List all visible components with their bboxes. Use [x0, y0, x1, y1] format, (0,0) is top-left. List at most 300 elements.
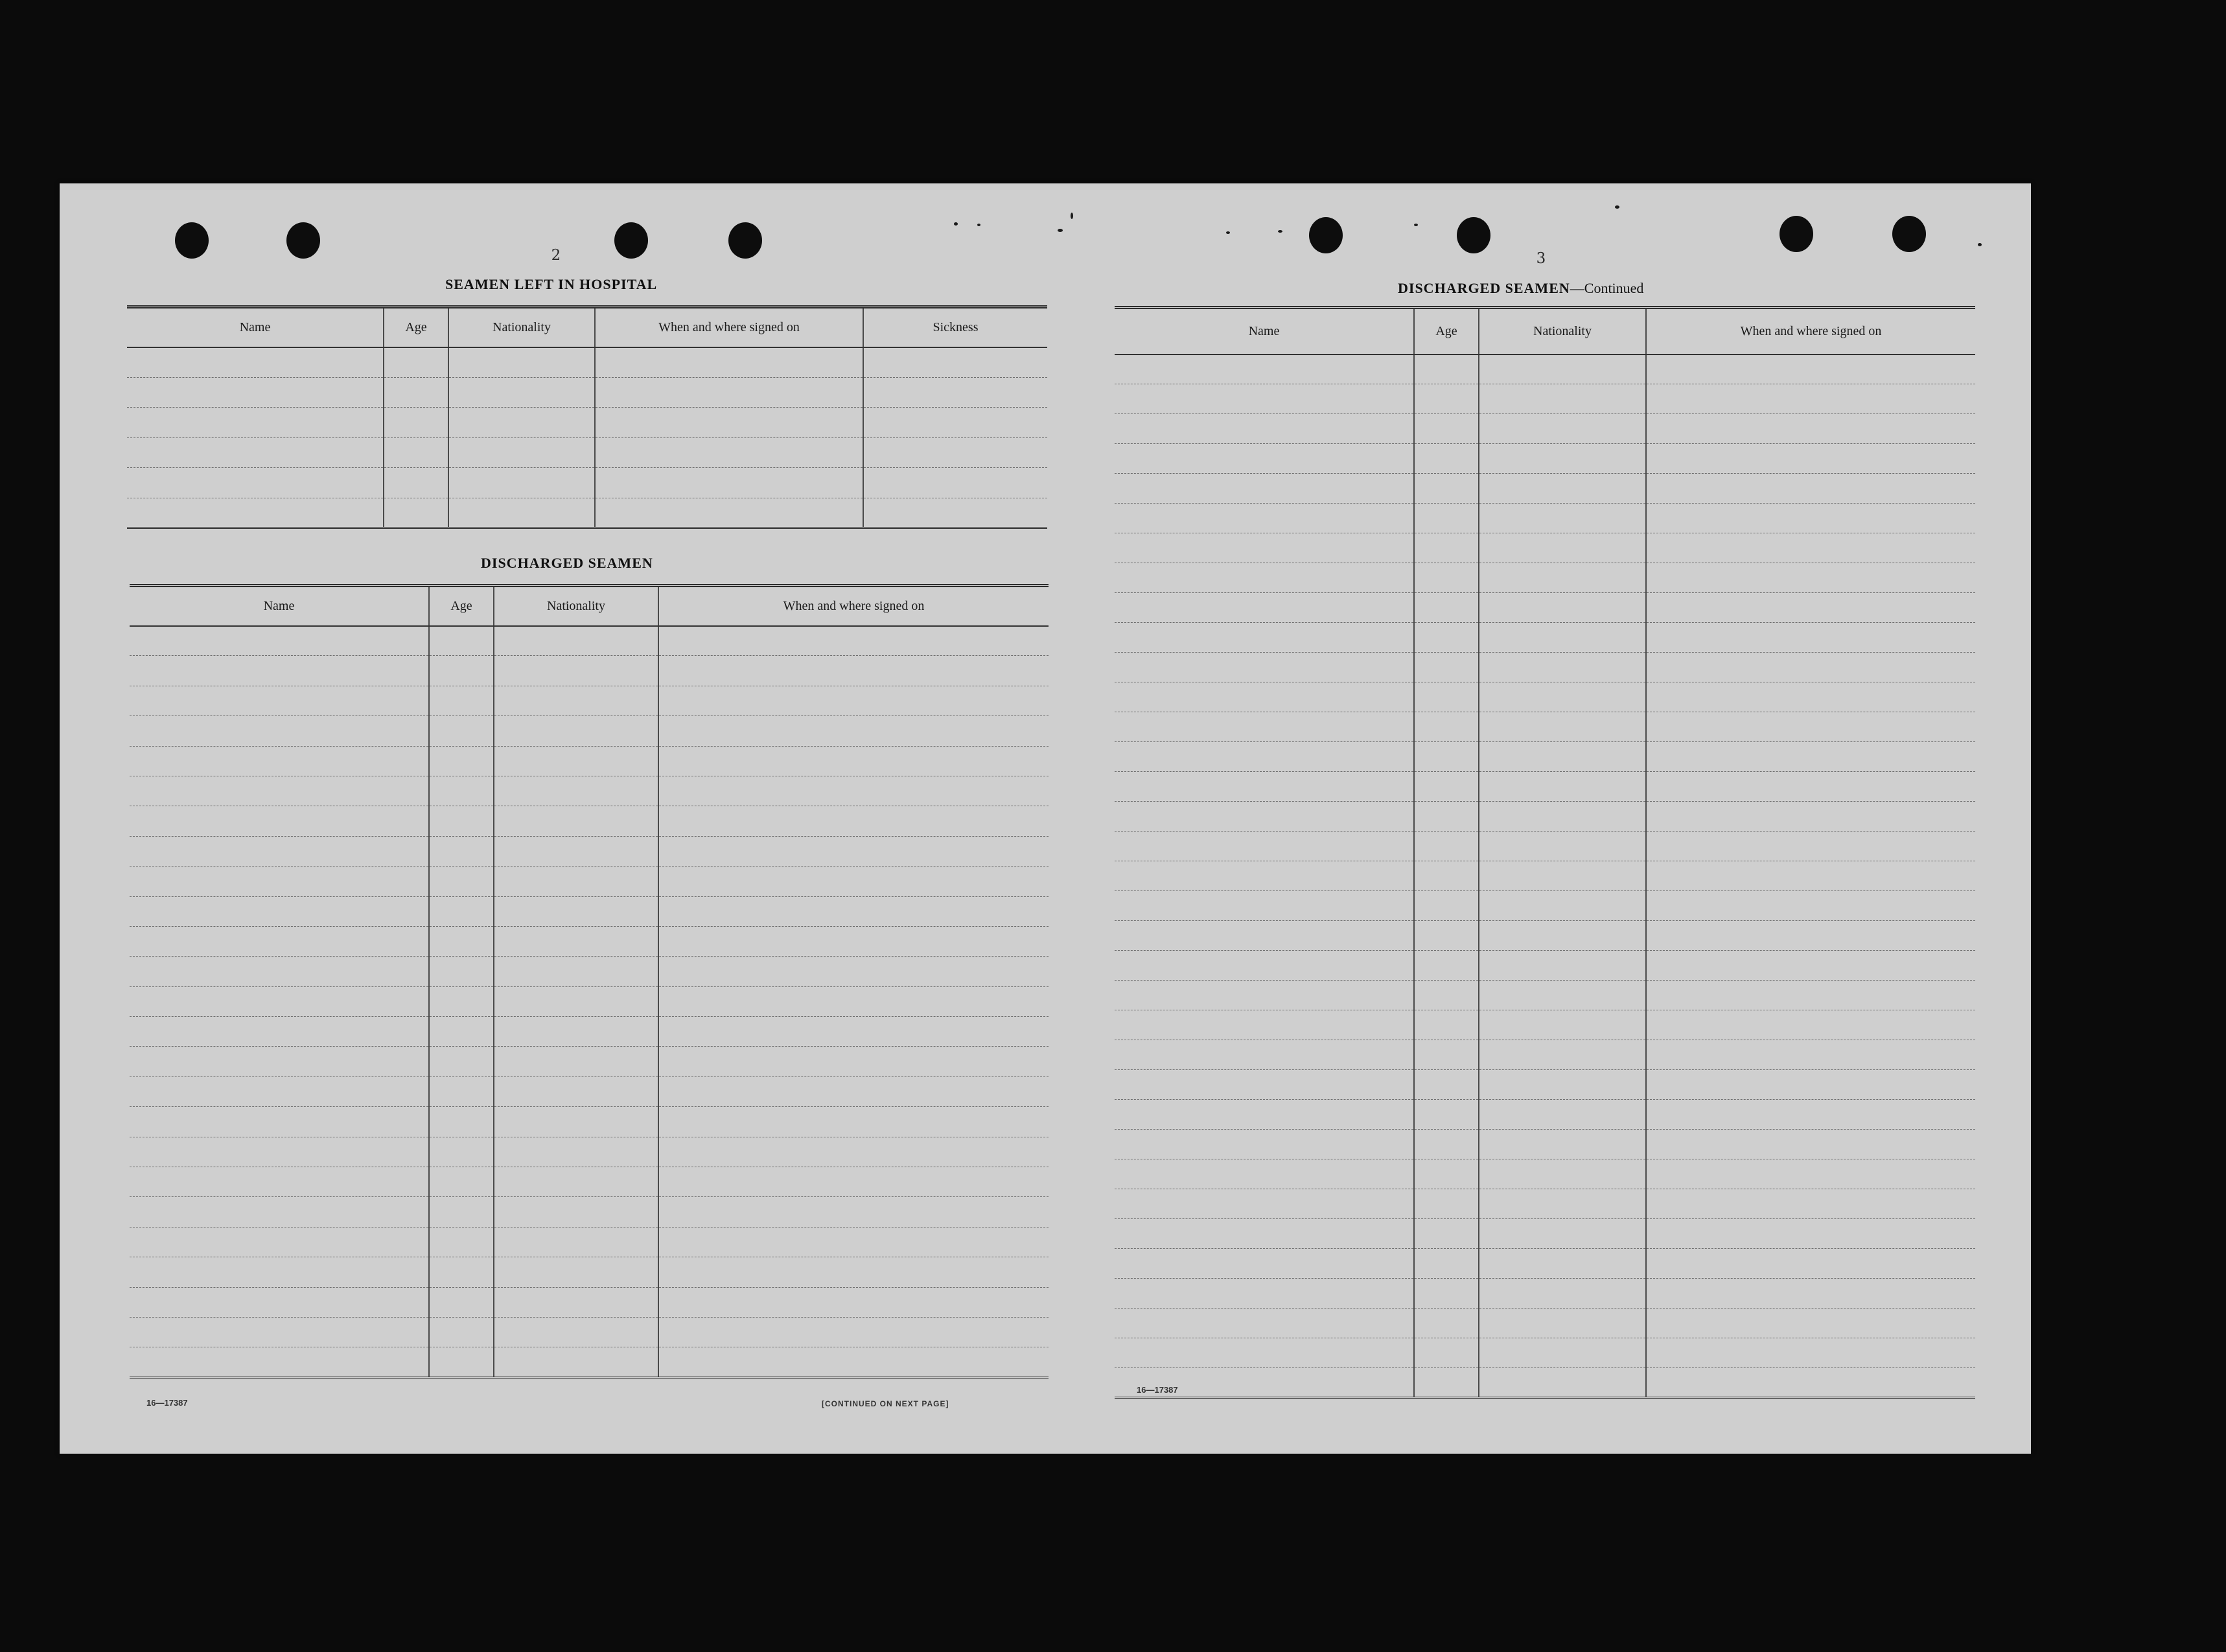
discharged-continued-table-cell	[1646, 682, 1975, 712]
discharged-table-cell	[494, 1287, 658, 1317]
discharged-table-col-header: Age	[429, 586, 494, 626]
discharged-continued-table-row	[1115, 1070, 1975, 1100]
punch-hole	[1309, 217, 1343, 253]
discharged-continued-table-row	[1115, 742, 1975, 772]
discharged-continued-table-cell	[1115, 1130, 1414, 1159]
hospital-table-col-header: Age	[384, 307, 448, 347]
discharged-table-cell	[429, 1257, 494, 1287]
discharged-continued-table-cell	[1479, 1100, 1646, 1130]
discharged-continued-table-row	[1115, 444, 1975, 474]
discharged-continued-table-cell	[1646, 1279, 1975, 1309]
hospital-table-cell	[127, 408, 384, 438]
discharged-continued-table-cell	[1479, 1309, 1646, 1338]
discharged-continued-table-cell	[1414, 1249, 1479, 1279]
discharged-table-row	[130, 1017, 1049, 1047]
discharged-table-row	[130, 1317, 1049, 1347]
discharged-continued-table-cell	[1646, 742, 1975, 772]
discharged-continued-table-cell	[1414, 1159, 1479, 1189]
scan-speck	[1071, 213, 1073, 219]
discharged-table-cell	[658, 746, 1049, 776]
hospital-table-cell	[384, 437, 448, 468]
discharged-continued-table-row	[1115, 1010, 1975, 1040]
discharged-continued-table-row	[1115, 682, 1975, 712]
discharged-continued-table-row	[1115, 1159, 1975, 1189]
discharged-continued-table-cell	[1646, 1040, 1975, 1070]
discharged-table-cell	[494, 1017, 658, 1047]
discharged-table-row	[130, 1137, 1049, 1167]
discharged-continued-table-cell	[1414, 802, 1479, 832]
discharged-continued-table-cell	[1115, 1249, 1414, 1279]
hospital-table-row	[127, 347, 1047, 378]
discharged-table-cell	[494, 1167, 658, 1197]
discharged-continued-table-cell	[1479, 533, 1646, 563]
discharged-continued-table-row	[1115, 832, 1975, 861]
discharged-table-cell	[429, 1047, 494, 1076]
discharged-table-row	[130, 656, 1049, 686]
discharged-continued-table-cell	[1479, 355, 1646, 384]
discharged-continued-table-cell	[1115, 533, 1414, 563]
hospital-table-col-header: Nationality	[448, 307, 595, 347]
discharged-continued-table-cell	[1414, 1309, 1479, 1338]
discharged-continued-table-row	[1115, 1219, 1975, 1249]
discharged-continued-table-cell	[1479, 1279, 1646, 1309]
discharged-continued-table-cell	[1479, 742, 1646, 772]
discharged-continued-table-row	[1115, 1189, 1975, 1219]
discharged-continued-table-cell	[1414, 891, 1479, 921]
punch-hole	[175, 222, 209, 259]
discharged-continued-table-cell	[1646, 1130, 1975, 1159]
discharged-table-cell	[658, 957, 1049, 986]
discharged-continued-table-cell	[1646, 504, 1975, 533]
discharged-table-cell	[429, 986, 494, 1016]
discharged-table-cell	[494, 986, 658, 1016]
form-number-right: 16—17387	[1137, 1385, 1178, 1395]
discharged-table-cell	[130, 1076, 429, 1106]
hospital-table-cell	[448, 468, 595, 498]
hospital-section-title: SEAMEN LEFT IN HOSPITAL	[445, 276, 658, 292]
discharged-table-row	[130, 1257, 1049, 1287]
discharged-continued-table-cell	[1646, 951, 1975, 981]
discharged-table-cell	[658, 1227, 1049, 1257]
discharged-table-cell	[494, 806, 658, 836]
discharged-continued-table-cell	[1479, 682, 1646, 712]
hospital-table-cell	[384, 408, 448, 438]
discharged-table-cell	[130, 686, 429, 715]
discharged-table-row	[130, 716, 1049, 746]
discharged-continued-table-row	[1115, 533, 1975, 563]
discharged-table-cell	[658, 686, 1049, 715]
discharged-table-cell	[130, 1137, 429, 1167]
discharged-table-cell	[130, 1347, 429, 1377]
scan-speck	[1978, 243, 1982, 246]
discharged-table-cell	[658, 896, 1049, 926]
discharged-continued-table-cell	[1414, 712, 1479, 742]
discharged-table-cell	[494, 957, 658, 986]
discharged-table-cell	[494, 1347, 658, 1377]
discharged-continued-table-cell	[1646, 712, 1975, 742]
discharged-table-row	[130, 776, 1049, 806]
discharged-table-cell	[429, 626, 494, 656]
discharged-table-cell	[130, 836, 429, 866]
discharged-table-cell	[658, 1197, 1049, 1227]
punch-hole	[1457, 217, 1490, 253]
discharged-table-cell	[658, 656, 1049, 686]
discharged-table-row	[130, 1107, 1049, 1137]
punch-hole	[1892, 216, 1926, 252]
discharged-continued-table-row	[1115, 504, 1975, 533]
punch-hole	[1780, 216, 1813, 252]
discharged-continued-table-cell	[1646, 921, 1975, 951]
discharged-table-cell	[429, 806, 494, 836]
discharged-continued-table-cell	[1414, 1279, 1479, 1309]
discharged-continued-table-cell	[1479, 1189, 1646, 1219]
discharged-continued-table-row	[1115, 951, 1975, 981]
discharged-continued-table-cell	[1115, 1070, 1414, 1100]
discharged-continued-table-cell	[1115, 1338, 1414, 1368]
discharged-continued-table-cell	[1115, 653, 1414, 682]
discharged-table-cell	[130, 957, 429, 986]
discharged-continued-table-cell	[1479, 981, 1646, 1010]
discharged-table-row	[130, 806, 1049, 836]
page-number-right: 3	[1536, 250, 1546, 267]
discharged-continued-table-cell	[1115, 414, 1414, 444]
discharged-table-cell	[130, 1047, 429, 1076]
hospital-table-cell	[595, 468, 863, 498]
discharged-continued-table-row	[1115, 593, 1975, 623]
discharged-continued-table-cell	[1646, 653, 1975, 682]
discharged-continued-table-cell	[1646, 1249, 1975, 1279]
discharged-continued-table-row	[1115, 1368, 1975, 1398]
discharged-table-cell	[130, 896, 429, 926]
discharged-table-cell	[130, 1257, 429, 1287]
discharged-continued-table-row	[1115, 981, 1975, 1010]
discharged-table-row	[130, 626, 1049, 656]
discharged-continued-table-cell	[1414, 772, 1479, 802]
discharged-table-cell	[429, 686, 494, 715]
discharged-continued-table-cell	[1646, 1189, 1975, 1219]
discharged-table-cell	[130, 656, 429, 686]
discharged-table-cell	[429, 1107, 494, 1137]
discharged-continued-table-cell	[1646, 1368, 1975, 1398]
discharged-continued-table-cell	[1646, 1219, 1975, 1249]
discharged-continued-table-cell	[1115, 921, 1414, 951]
discharged-continued-table-cell	[1115, 1279, 1414, 1309]
discharged-continued-table-cell	[1479, 653, 1646, 682]
discharged-table-cell	[658, 1017, 1049, 1047]
discharged-continued-table-cell	[1115, 1159, 1414, 1189]
hospital-table-cell	[595, 498, 863, 528]
discharged-continued-table-cell	[1115, 712, 1414, 742]
hospital-table-cell	[863, 408, 1047, 438]
discharged-table-cell	[658, 1167, 1049, 1197]
discharged-continued-table-cell	[1115, 802, 1414, 832]
discharged-continued-table-cell	[1115, 981, 1414, 1010]
discharged-continued-table-row	[1115, 623, 1975, 653]
discharged-continued-table-cell	[1479, 593, 1646, 623]
discharged-continued-table-col-header: When and where signed on	[1646, 308, 1975, 355]
discharged-continued-table-cell	[1479, 474, 1646, 504]
discharged-table-cell	[429, 1137, 494, 1167]
hospital-table-cell	[384, 498, 448, 528]
punch-hole	[286, 222, 320, 259]
discharged-continued-table-cell	[1115, 623, 1414, 653]
discharged-table-cell	[130, 1287, 429, 1317]
discharged-table-cell	[658, 716, 1049, 746]
discharged-table-cell	[658, 867, 1049, 896]
discharged-continued-table-cell	[1414, 1010, 1479, 1040]
discharged-continued-table-cell	[1646, 384, 1975, 414]
discharged-continued-table-row	[1115, 891, 1975, 921]
discharged-continued-table-cell	[1479, 951, 1646, 981]
discharged-continued-table	[1115, 306, 1975, 1399]
discharged-table-cell	[130, 1317, 429, 1347]
discharged-table-cell	[130, 1227, 429, 1257]
hospital-table-cell	[448, 347, 595, 378]
discharged-table-cell	[429, 926, 494, 956]
discharged-table-cell	[658, 776, 1049, 806]
discharged-table-row	[130, 836, 1049, 866]
discharged-table-cell	[494, 776, 658, 806]
discharged-continued-table-cell	[1414, 1189, 1479, 1219]
discharged-continued-table-cell	[1115, 355, 1414, 384]
discharged-continued-table-cell	[1115, 832, 1414, 861]
discharged-table-cell	[130, 1017, 429, 1047]
discharged-table-cell	[658, 1347, 1049, 1377]
discharged-continued-title-suffix: —Continued	[1570, 280, 1644, 296]
scan-speck	[1058, 229, 1063, 232]
discharged-table-row	[130, 1076, 1049, 1106]
discharged-continued-table-cell	[1479, 1010, 1646, 1040]
discharged-continued-table-cell	[1414, 355, 1479, 384]
discharged-continued-table-cell	[1115, 1219, 1414, 1249]
discharged-table-cell	[494, 716, 658, 746]
discharged-continued-table-cell	[1414, 474, 1479, 504]
discharged-table-cell	[658, 806, 1049, 836]
discharged-continued-table-row	[1115, 414, 1975, 444]
scan-speck	[1615, 205, 1619, 209]
discharged-continued-table-cell	[1646, 1338, 1975, 1368]
discharged-table-cell	[429, 1076, 494, 1106]
discharged-continued-table-row	[1115, 1040, 1975, 1070]
discharged-table-cell	[130, 776, 429, 806]
discharged-continued-table-row	[1115, 772, 1975, 802]
discharged-continued-table-cell	[1646, 1010, 1975, 1040]
hospital-table-cell	[448, 498, 595, 528]
hospital-table-cell	[448, 377, 595, 408]
discharged-continued-table-cell	[1115, 951, 1414, 981]
discharged-table-cell	[494, 1047, 658, 1076]
discharged-continued-table-cell	[1479, 1040, 1646, 1070]
discharged-continued-table-cell	[1414, 384, 1479, 414]
discharged-continued-table-cell	[1414, 921, 1479, 951]
discharged-continued-table-cell	[1115, 593, 1414, 623]
discharged-continued-table-cell	[1646, 533, 1975, 563]
discharged-continued-table-cell	[1479, 384, 1646, 414]
discharged-continued-table-cell	[1479, 1249, 1646, 1279]
discharged-table-cell	[429, 1197, 494, 1227]
discharged-continued-table-cell	[1646, 981, 1975, 1010]
discharged-continued-table-cell	[1479, 1368, 1646, 1398]
discharged-continued-table-cell	[1414, 742, 1479, 772]
discharged-table-col-header: When and where signed on	[658, 586, 1049, 626]
hospital-table-cell	[384, 468, 448, 498]
discharged-continued-table-row	[1115, 861, 1975, 891]
discharged-continued-table-col-header: Name	[1115, 308, 1414, 355]
discharged-table-cell	[658, 1257, 1049, 1287]
discharged-continued-table-cell	[1115, 772, 1414, 802]
discharged-continued-title-main: DISCHARGED SEAMEN	[1398, 280, 1570, 296]
discharged-continued-table-cell	[1414, 1219, 1479, 1249]
discharged-continued-table-cell	[1115, 891, 1414, 921]
discharged-continued-table-cell	[1479, 504, 1646, 533]
discharged-continued-table-cell	[1115, 504, 1414, 533]
discharged-continued-table-cell	[1479, 832, 1646, 861]
discharged-continued-table-cell	[1115, 563, 1414, 593]
discharged-continued-table-cell	[1414, 593, 1479, 623]
discharged-continued-table-cell	[1479, 1159, 1646, 1189]
discharged-table-cell	[658, 926, 1049, 956]
discharged-continued-table-cell	[1414, 563, 1479, 593]
discharged-continued-table-cell	[1414, 444, 1479, 474]
discharged-continued-table-cell	[1414, 1070, 1479, 1100]
discharged-table-cell	[658, 836, 1049, 866]
discharged-continued-table-cell	[1646, 414, 1975, 444]
scan-speck	[1414, 224, 1418, 226]
discharged-continued-table-cell	[1646, 891, 1975, 921]
discharged-continued-table-row	[1115, 802, 1975, 832]
hospital-table-cell	[127, 437, 384, 468]
discharged-table-cell	[658, 1107, 1049, 1137]
discharged-table-cell	[494, 1137, 658, 1167]
discharged-table-cell	[429, 716, 494, 746]
discharged-continued-table-row	[1115, 355, 1975, 384]
discharged-table-cell	[130, 806, 429, 836]
discharged-table-cell	[429, 656, 494, 686]
discharged-table-cell	[429, 836, 494, 866]
hospital-table-cell	[863, 377, 1047, 408]
discharged-continued-table-row	[1115, 1100, 1975, 1130]
hospital-table-cell	[127, 377, 384, 408]
discharged-table-cell	[658, 1287, 1049, 1317]
punch-hole	[614, 222, 648, 259]
hospital-table-row	[127, 468, 1047, 498]
discharged-continued-table-cell	[1646, 355, 1975, 384]
hospital-table-cell	[595, 347, 863, 378]
hospital-table-cell	[127, 347, 384, 378]
discharged-table-cell	[494, 926, 658, 956]
discharged-continued-table-cell	[1646, 772, 1975, 802]
discharged-continued-table-cell	[1646, 1159, 1975, 1189]
discharged-section-title: DISCHARGED SEAMEN	[481, 555, 653, 571]
discharged-table-cell	[494, 1107, 658, 1137]
discharged-continued-table-cell	[1414, 981, 1479, 1010]
discharged-table	[130, 584, 1049, 1379]
discharged-continued-table-col-header: Age	[1414, 308, 1479, 355]
discharged-continued-table-cell	[1479, 802, 1646, 832]
discharged-table-cell	[429, 1347, 494, 1377]
discharged-table-cell	[429, 1287, 494, 1317]
discharged-table-row	[130, 1347, 1049, 1377]
discharged-table-cell	[494, 896, 658, 926]
hospital-table-cell	[384, 377, 448, 408]
discharged-continued-table-cell	[1646, 1100, 1975, 1130]
discharged-table-cell	[130, 867, 429, 896]
discharged-continued-table-cell	[1479, 712, 1646, 742]
discharged-table-row	[130, 1197, 1049, 1227]
discharged-table-cell	[429, 957, 494, 986]
discharged-table-cell	[494, 1257, 658, 1287]
discharged-table-cell	[429, 1227, 494, 1257]
hospital-table-row	[127, 377, 1047, 408]
discharged-continued-table-cell	[1414, 623, 1479, 653]
discharged-continued-table-cell	[1115, 742, 1414, 772]
discharged-continued-table-cell	[1479, 1338, 1646, 1368]
hospital-table-cell	[863, 347, 1047, 378]
hospital-table-cell	[448, 437, 595, 468]
page-number-left: 2	[551, 247, 561, 264]
hospital-table-cell	[595, 408, 863, 438]
discharged-table-cell	[130, 1107, 429, 1137]
discharged-table-cell	[429, 896, 494, 926]
discharged-continued-table-cell	[1115, 384, 1414, 414]
discharged-table-cell	[658, 626, 1049, 656]
discharged-continued-table-cell	[1646, 623, 1975, 653]
discharged-continued-table-cell	[1646, 563, 1975, 593]
discharged-continued-table-row	[1115, 1130, 1975, 1159]
discharged-table-cell	[130, 716, 429, 746]
discharged-table-cell	[130, 986, 429, 1016]
document-sheet	[60, 183, 2031, 1454]
discharged-table-cell	[130, 926, 429, 956]
scan-speck	[1226, 231, 1230, 234]
discharged-continued-table-cell	[1646, 832, 1975, 861]
discharged-continued-table-row	[1115, 1249, 1975, 1279]
discharged-table-cell	[494, 1317, 658, 1347]
discharged-continued-table-cell	[1414, 1100, 1479, 1130]
discharged-table-cell	[494, 1227, 658, 1257]
hospital-table-cell	[863, 468, 1047, 498]
discharged-table-cell	[429, 1167, 494, 1197]
discharged-continued-table-cell	[1414, 533, 1479, 563]
discharged-continued-table-cell	[1115, 1309, 1414, 1338]
hospital-table-row	[127, 437, 1047, 468]
discharged-continued-table-cell	[1479, 1130, 1646, 1159]
hospital-table-cell	[384, 347, 448, 378]
discharged-continued-table-cell	[1479, 414, 1646, 444]
discharged-continued-table-cell	[1414, 653, 1479, 682]
hospital-table-cell	[127, 498, 384, 528]
discharged-continued-table-cell	[1414, 832, 1479, 861]
discharged-continued-table-row	[1115, 474, 1975, 504]
hospital-table-cell	[127, 468, 384, 498]
discharged-table-row	[130, 1047, 1049, 1076]
discharged-continued-table-cell	[1414, 1368, 1479, 1398]
discharged-continued-table-cell	[1479, 1219, 1646, 1249]
discharged-table-cell	[494, 686, 658, 715]
discharged-table-cell	[494, 746, 658, 776]
discharged-continued-table-cell	[1115, 474, 1414, 504]
discharged-table-cell	[130, 1167, 429, 1197]
discharged-table-row	[130, 867, 1049, 896]
discharged-table-row	[130, 896, 1049, 926]
hospital-table-col-header: When and where signed on	[595, 307, 863, 347]
hospital-table-row	[127, 408, 1047, 438]
discharged-continued-table-cell	[1414, 861, 1479, 891]
discharged-continued-table-row	[1115, 1279, 1975, 1309]
discharged-table-col-header: Name	[130, 586, 429, 626]
discharged-continued-table-cell	[1414, 1338, 1479, 1368]
hospital-table-cell	[595, 377, 863, 408]
